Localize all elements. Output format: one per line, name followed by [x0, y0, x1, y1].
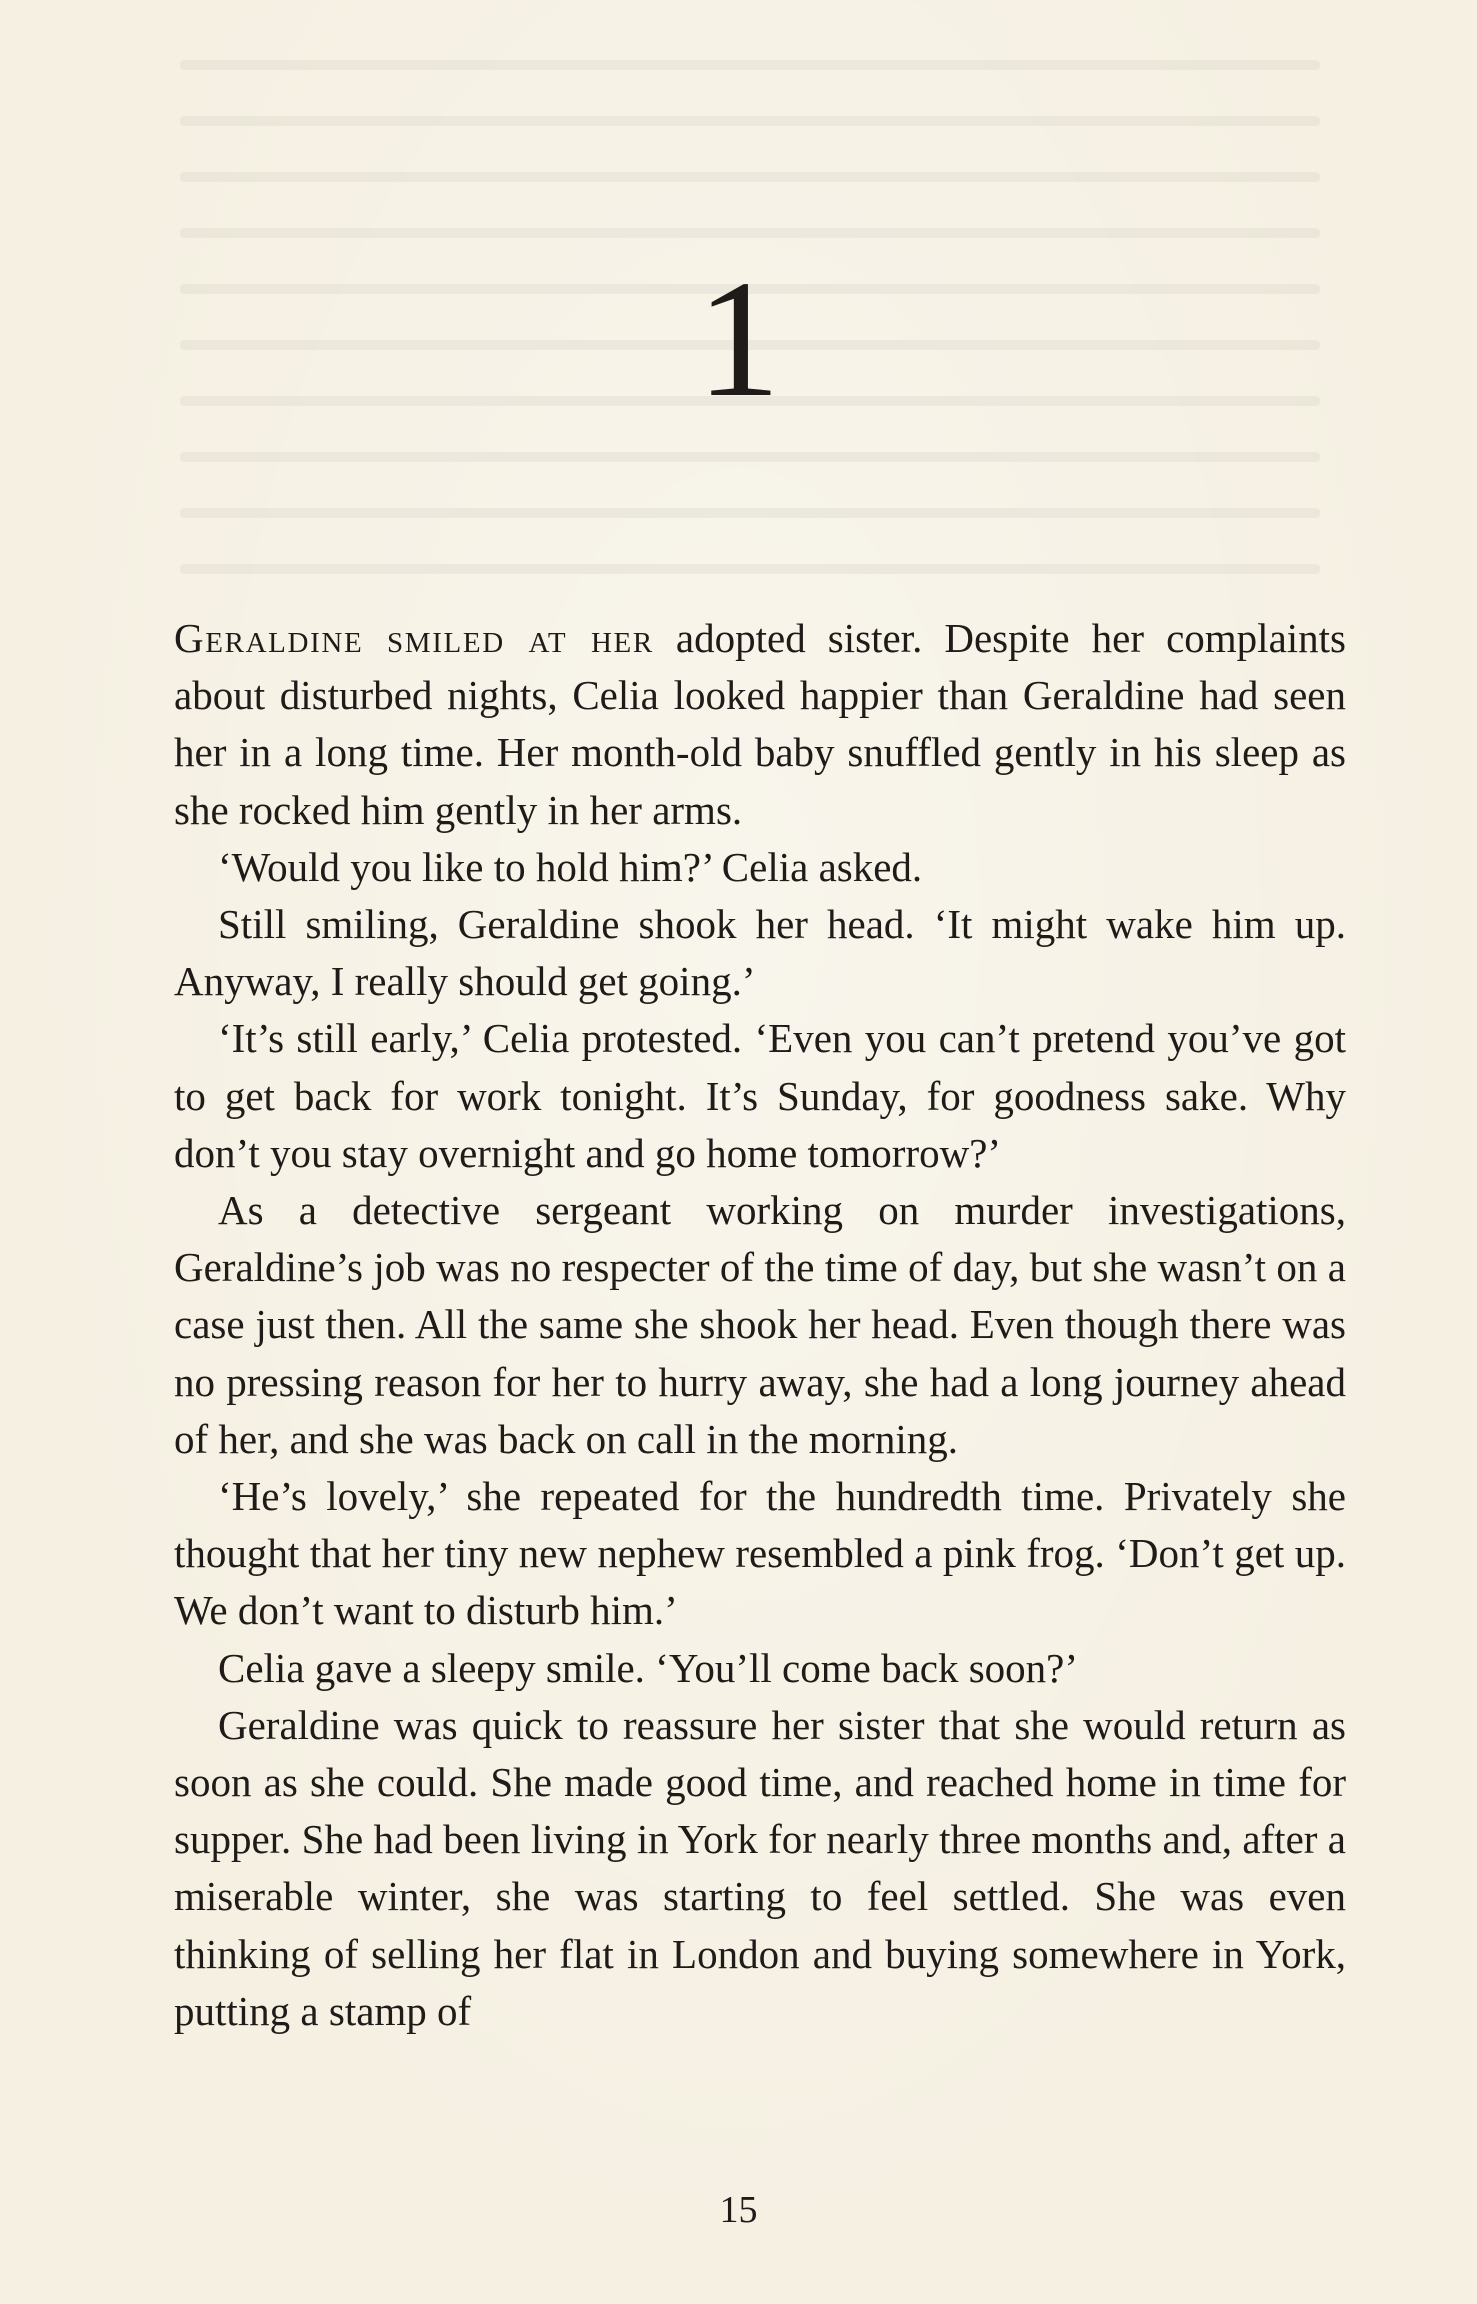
chapter-number: 1: [696, 246, 781, 432]
body-text: [174, 610, 1346, 2040]
paragraph: Geraldine was quick to reassure her sister that she would return as soon as she could. She made good time, and reached home in time for supper. She had been living in York for nearly three months and, after a miserable winter, she was starting to feel settled. She was even thinking of selling her flat in London and buying somewhere in York, putting a stamp of: [174, 1701, 1346, 2034]
paragraph: As a detective sergeant working on murder investigations, Geraldine’s job was no respecter of the time of day, but she wasn’t on a case just then. All the same she shook her head. Even though there was no pressing reason for her to hurry away, she had a long journey ahead of her, and she was back on call in the morning.: [174, 1187, 1346, 1462]
opening-text: adopted sister. Despite her complaints about disturbed nights, Celia looked happier than Geraldine had seen her in a long time. Her month-old baby snuffled gently in his sleep as she rocked him gently in her arms.: [174, 615, 1347, 833]
paragraph: Celia gave a sleepy smile. ‘You’ll come back soon?’: [218, 1644, 1079, 1691]
opening-small-caps: Geraldine smiled at her: [174, 615, 654, 661]
paragraph: ‘It’s still early,’ Celia protested. ‘Even you can’t pretend you’ve got to get back for work tonight. It’s Sunday, for goodness sake. Why don’t you stay overnight and go home tomorrow?’: [174, 1015, 1346, 1176]
paragraph: Still smiling, Geraldine shook her head. ‘It might wake him up. Anyway, I really should get going.’: [174, 901, 1346, 1005]
opening-paragraph: [174, 610, 1346, 839]
paragraph: ‘He’s lovely,’ she repeated for the hundredth time. Privately she thought that her tiny new nephew resembled a pink frog. ‘Don’t get up. We don’t want to disturb him.’: [174, 1473, 1346, 1634]
paragraph: ‘Would you like to hold him?’ Celia asked.: [218, 843, 923, 890]
page-number: 15: [719, 2189, 758, 2231]
